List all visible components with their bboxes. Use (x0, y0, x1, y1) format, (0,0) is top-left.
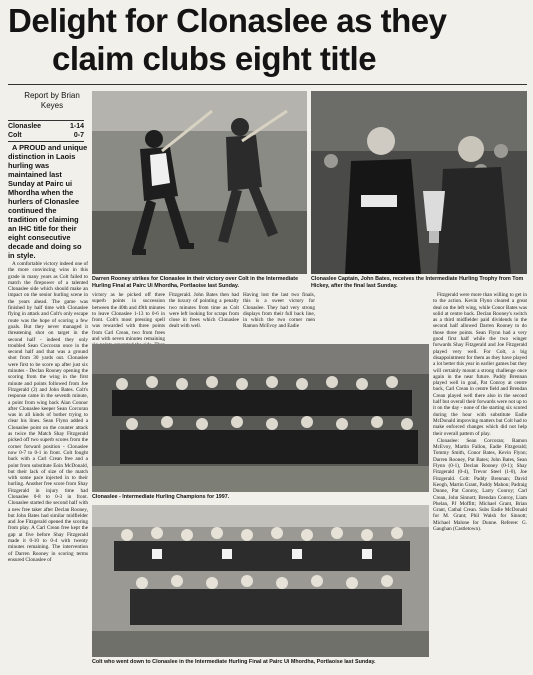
headline-rule (8, 84, 527, 85)
photo-colt-team (92, 505, 429, 657)
article-body: A comfortable victory indeed one of the more convincing wins in this grade in many years as Colt failed to match the firepower of a talented Clonaslee side which should make an impact on the senior hurling scene in the years ahead. The game was finished by half time with Clonaslee flying in attack and Colt's only escape route was the hope of scoring a few goals. But they never managed it threatening shot on target in the second half - indeed they only troubled Sean Coccoran once in the second half and that was a ground shot from 30 yards out. Clonaslee were first to be score up after just six minutes - Declan Rooney opening the scoring from the wing in the first minute and points followed from Joe Fitzgerald (2) and John Bates. Colt's response came in the seventh minute, a point from wing back Alan Connor after Clonaslee keeper Sean Corcoran was in all kinds of bother trying to clear his lines. Sean Flynn added a Clonaslee point on the counter attack as twice the Match Shay Fitzgerald picked off two superb scores from the corner forward position - Clonaslee now 0-7 to 0-1 in front. Colt fought back with a Carl Crean free and a point from substitute Eoin McDonald, but their lack of size of the match with some pace injected in to their hurling. Another free score from Shay Fitzgerald in injury time had Clonaslee 0-8 to 0-3 in front. Clonaslee started the second half with a new free taker after Declan Rooney, but John Bates had similar midfielder and Joe Fitzgerald opened the scoring from play. A Carl Crean free kept the gap at five before Shay Fitzgerald made it 0-10 to 0-4 with twenty minutes remaining. The intervention of Darren Rooney in scoring terms ensured Clonaslee of (8, 261, 88, 563)
article-column-2: victory as he picked off three superb points in succession between the 40th and 49th minutes to leave Clonaslee 1-13 to 0-6 in front. Colt's most pressing spell was rewarded with three points from Carl Crean, two from frees and with seven minutes remaining (92, 292, 165, 343)
article-column-4: Having lost the last two finals, this is a sweet victory for Clonaslee. They had very strong displays from their full back line, in which the two corner men Ramon McEvoy and Eadie (243, 292, 315, 330)
photo-hurling-action-image (92, 91, 307, 274)
photo-hurling-action (92, 91, 307, 274)
headline-line-2: claim clubs eight title (52, 40, 377, 77)
team-lineups: Clonaslee: Sean Corcoran; Ramon McEvoy, Martin Fallon, Eadie Fitzgerald; Tommy Smith, Conor Bates, Kevin Flynn; Darren Rooney, Pat Bates; John Bates, Sean Flynn (0-1), Declan Rooney (0-1); Shay Fitzgerald (0-4), Trevor Steel (1-0), Joe Fitzgerald. Colt: Paddy Brennan; David Keogh, Martin Grant, Paddy Mahon; Padraig Dunne, Pat Conroy, Larry Conroy; Carl Crean, John Sinnott; Brendan Conroy, Liam Phelan, PJ Moffitt; Michael Grant, Brian Grant, Cathal Crean. Subs Eadie McDonald for M. Grant; Phil Walsh for Sinnott; Michael Malone for Dunne. Referee: G. Gaughan (Castletown). (433, 437, 527, 532)
photo-colt-team-image (92, 505, 429, 657)
photo-clonaslee-team (92, 344, 429, 492)
headline (8, 2, 528, 78)
article-column-5 (433, 292, 527, 671)
photo-trophy-presentation (311, 91, 527, 274)
score-team: Clonaslee (8, 123, 42, 130)
score-row (8, 122, 84, 131)
headline-line-1: Delight for Clonaslee as they (8, 2, 447, 39)
scoreline (8, 120, 84, 142)
photo-clonaslee-team-image (92, 344, 429, 492)
article-lead: A PROUD and unique distinction in Laois hurling was maintained last Sunday at Pairc ui Mhordha when the hurlers of Clonaslee continued the tradition of claiming an IHC title for their eight consecutive decade and doing so in style. (8, 143, 88, 260)
photo-trophy-presentation-image (311, 91, 527, 274)
byline: Report by Brian Keyes (24, 91, 80, 110)
article-column-1 (8, 143, 88, 671)
score-result: 1-14 (69, 123, 84, 130)
score-team: Colt (8, 132, 22, 139)
article-body-right: Fitzgerald were more than willing to get in to the action. Kevin Flynn cleared a great deal on the left wing, while Conor Bates was solid at centre back. Declan Rooney's switch as a third midfielder paid dividends in the second half allowed Darren Rooney to do those three points. Sean Flynn had a very good first half while the two winger forwards Shay Fitzgerald and Joe Fitzgerald played very well. For Colt, a big disappointment for them as they have played a lot better this year in earlier games but they will certainly mount a strong challenge once again in the near future. Paddy Brennan played well in goal, Pat Conroy at centre back, Carl Crean in centre field and Brendan Crean played well there also in the second half but overall their forwards were not up to it on the day - none of the starting six scored during the hour with substitute Eadie McDonald improving matters but Colt had to make enforced changes which did not help their overall pattern of play. (433, 292, 527, 437)
score-result: 0-7 (73, 132, 84, 139)
article-column-3: Fitzgerald. John Bates then had the luxury of pointing a penalty two minutes from time as Colt were left looking for scraps from close in frees which Clonaslee dealt with well. (169, 292, 239, 330)
caption-hurling-action: Darren Rooney strikes for Clonaslee in their victory over Colt in the Intermediate Hurling Final at Pairc Ui Mhordha, Portlaoise last Sunday. (92, 276, 299, 289)
score-row (8, 131, 84, 140)
caption-clonaslee-team: Clonaslee - Intermediate Hurling Champions for 1997. (92, 494, 230, 500)
caption-trophy-presentation: Clonaslee Captain, John Bates, receives the Intermediate Hurling Trophy from Tom Hickey, after the final last Sunday. (311, 276, 524, 289)
caption-colt-team: Colt who went down to Clonaslee in the Intermediate Hurling Final at Pairc Ui Mhordha, Portlaoise last Sunday. (92, 659, 376, 665)
